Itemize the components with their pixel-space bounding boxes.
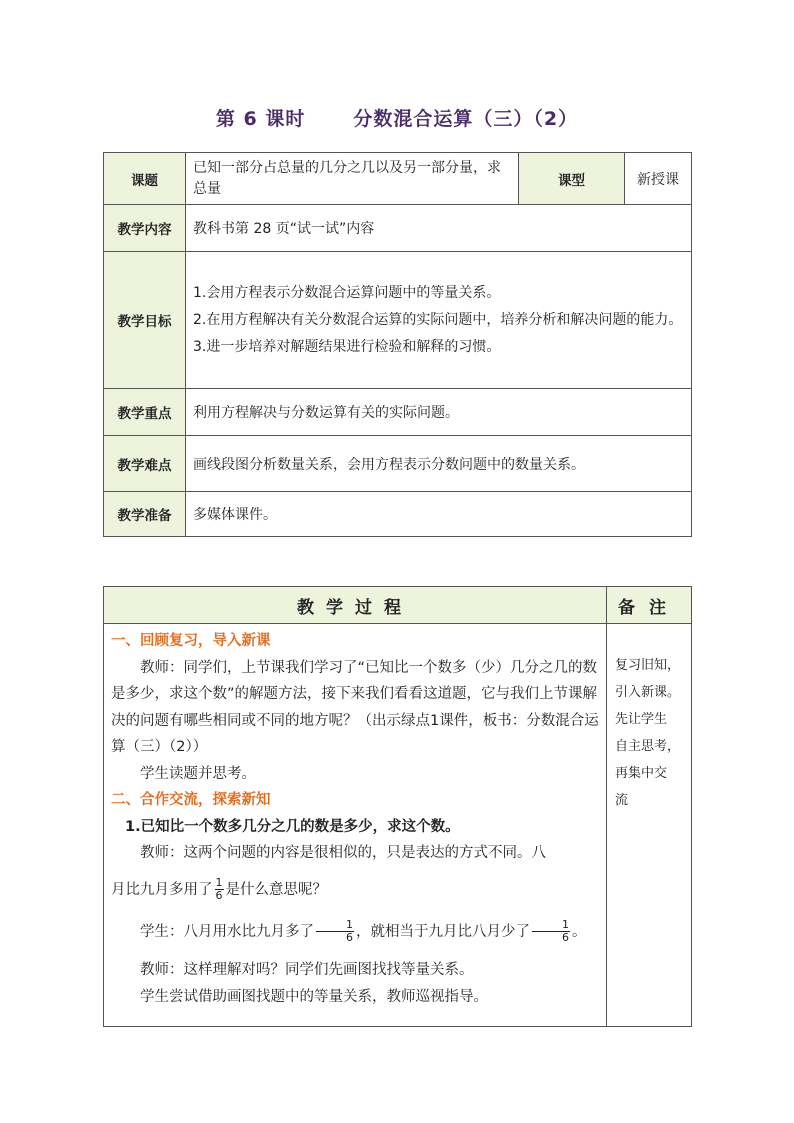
goal-value bbox=[186, 252, 692, 389]
paragraph: 教师：这样理解对吗？同学们先画图找找等量关系。 bbox=[140, 962, 474, 978]
note-line: 自主思考， bbox=[615, 739, 681, 754]
prep-row bbox=[104, 492, 692, 537]
type-value: 新授课 bbox=[625, 153, 692, 205]
paragraph bbox=[111, 867, 600, 905]
fraction-denominator: 6 bbox=[562, 931, 569, 944]
page-title bbox=[0, 104, 794, 131]
difficulty-label: 教学难点 bbox=[104, 436, 186, 492]
notes-content bbox=[607, 624, 692, 1027]
note-line: 复习旧知， bbox=[615, 658, 681, 673]
fraction-denominator: 6 bbox=[215, 889, 223, 902]
fraction-numerator: 1 bbox=[215, 876, 223, 889]
type-label: 课型 bbox=[519, 153, 625, 205]
process-table bbox=[103, 586, 692, 1027]
paragraph: 学生尝试借助画图找题中的等量关系，教师巡视指导。 bbox=[140, 988, 488, 1005]
process-header: 教学过程 bbox=[104, 587, 607, 624]
notes-header: 备注 bbox=[607, 587, 692, 624]
key-label: 教学重点 bbox=[104, 389, 186, 436]
fraction bbox=[532, 919, 570, 944]
content-value: 教科书第 28 页“试一试”内容 bbox=[186, 205, 692, 252]
process-header-row bbox=[104, 587, 692, 624]
text: 月比九月多用了 bbox=[111, 881, 213, 898]
difficulty-value: 画线段图分析数量关系，会用方程表示分数问题中的数量关系。 bbox=[186, 436, 692, 492]
goal-item: 2.在用方程解决有关分数混合运算的实际问题中，培养分析和解决问题的能力。 bbox=[193, 311, 683, 328]
goal-label: 教学目标 bbox=[104, 252, 186, 389]
fraction-numerator: 1 bbox=[316, 919, 354, 932]
goal-row bbox=[104, 252, 692, 389]
note-line: 先让学生 bbox=[615, 712, 668, 727]
section-heading: 二、合作交流，探索新知 bbox=[111, 792, 271, 808]
text: ，就相当于九月比八月少了 bbox=[356, 923, 530, 940]
topic-label: 课题 bbox=[104, 153, 186, 205]
goal-item: 1.会用方程表示分数混合运算问题中的等量关系。 bbox=[193, 284, 501, 301]
lesson-info-table bbox=[103, 152, 692, 537]
prep-value: 多媒体课件。 bbox=[186, 492, 692, 537]
fraction bbox=[316, 919, 354, 944]
content-row bbox=[104, 205, 692, 252]
fraction bbox=[215, 877, 224, 902]
topic-row bbox=[104, 153, 692, 205]
content-label: 教学内容 bbox=[104, 205, 186, 252]
key-value: 利用方程解决与分数运算有关的实际问题。 bbox=[186, 389, 692, 436]
fraction-denominator: 6 bbox=[346, 931, 353, 944]
paragraph: 教师：同学们，上节课我们学习了“已知比一个数多（少）几分之几的数是多少，求这个数”的解题方法，接下来我们看看这道题，它与我们上节课解决的问题有哪些相同或不同的地方呢？（出示绿点1课件，板书：分数混合运算（三）（2）） bbox=[111, 659, 599, 755]
topic-value: 已知一部分占总量的几分之几以及另一部分量，求总量 bbox=[186, 153, 519, 205]
fraction-numerator: 1 bbox=[532, 919, 570, 932]
note-line: 流 bbox=[615, 793, 629, 808]
text: 学生：八月用水比九月多了 bbox=[140, 923, 314, 940]
prep-label: 教学准备 bbox=[104, 492, 186, 537]
note-line: 引入新课。 bbox=[615, 685, 681, 700]
note-line: 再集中交 bbox=[615, 766, 668, 781]
key-row bbox=[104, 389, 692, 436]
text: 是什么意思呢？ bbox=[225, 881, 327, 898]
paragraph bbox=[111, 905, 600, 958]
paragraph: 教师：这两个问题的内容是很相似的，只是表达的方式不同。八 bbox=[140, 845, 546, 861]
text: 。 bbox=[572, 923, 587, 940]
process-body-row bbox=[104, 624, 692, 1027]
paragraph: 学生读题并思考。 bbox=[140, 765, 256, 782]
goal-item: 3.进一步培养对解题结果进行检验和解释的习惯。 bbox=[193, 338, 501, 355]
sub-item: 1.已知比一个数多几分之几的数是多少，求这个数。 bbox=[125, 818, 460, 835]
process-content bbox=[104, 624, 607, 1027]
difficulty-row bbox=[104, 436, 692, 492]
lesson-number: 第 6 课时 bbox=[215, 108, 306, 130]
section-heading: 一、回顾复习，导入新课 bbox=[111, 633, 271, 649]
lesson-title: 分数混合运算（三）（2） bbox=[353, 108, 579, 130]
